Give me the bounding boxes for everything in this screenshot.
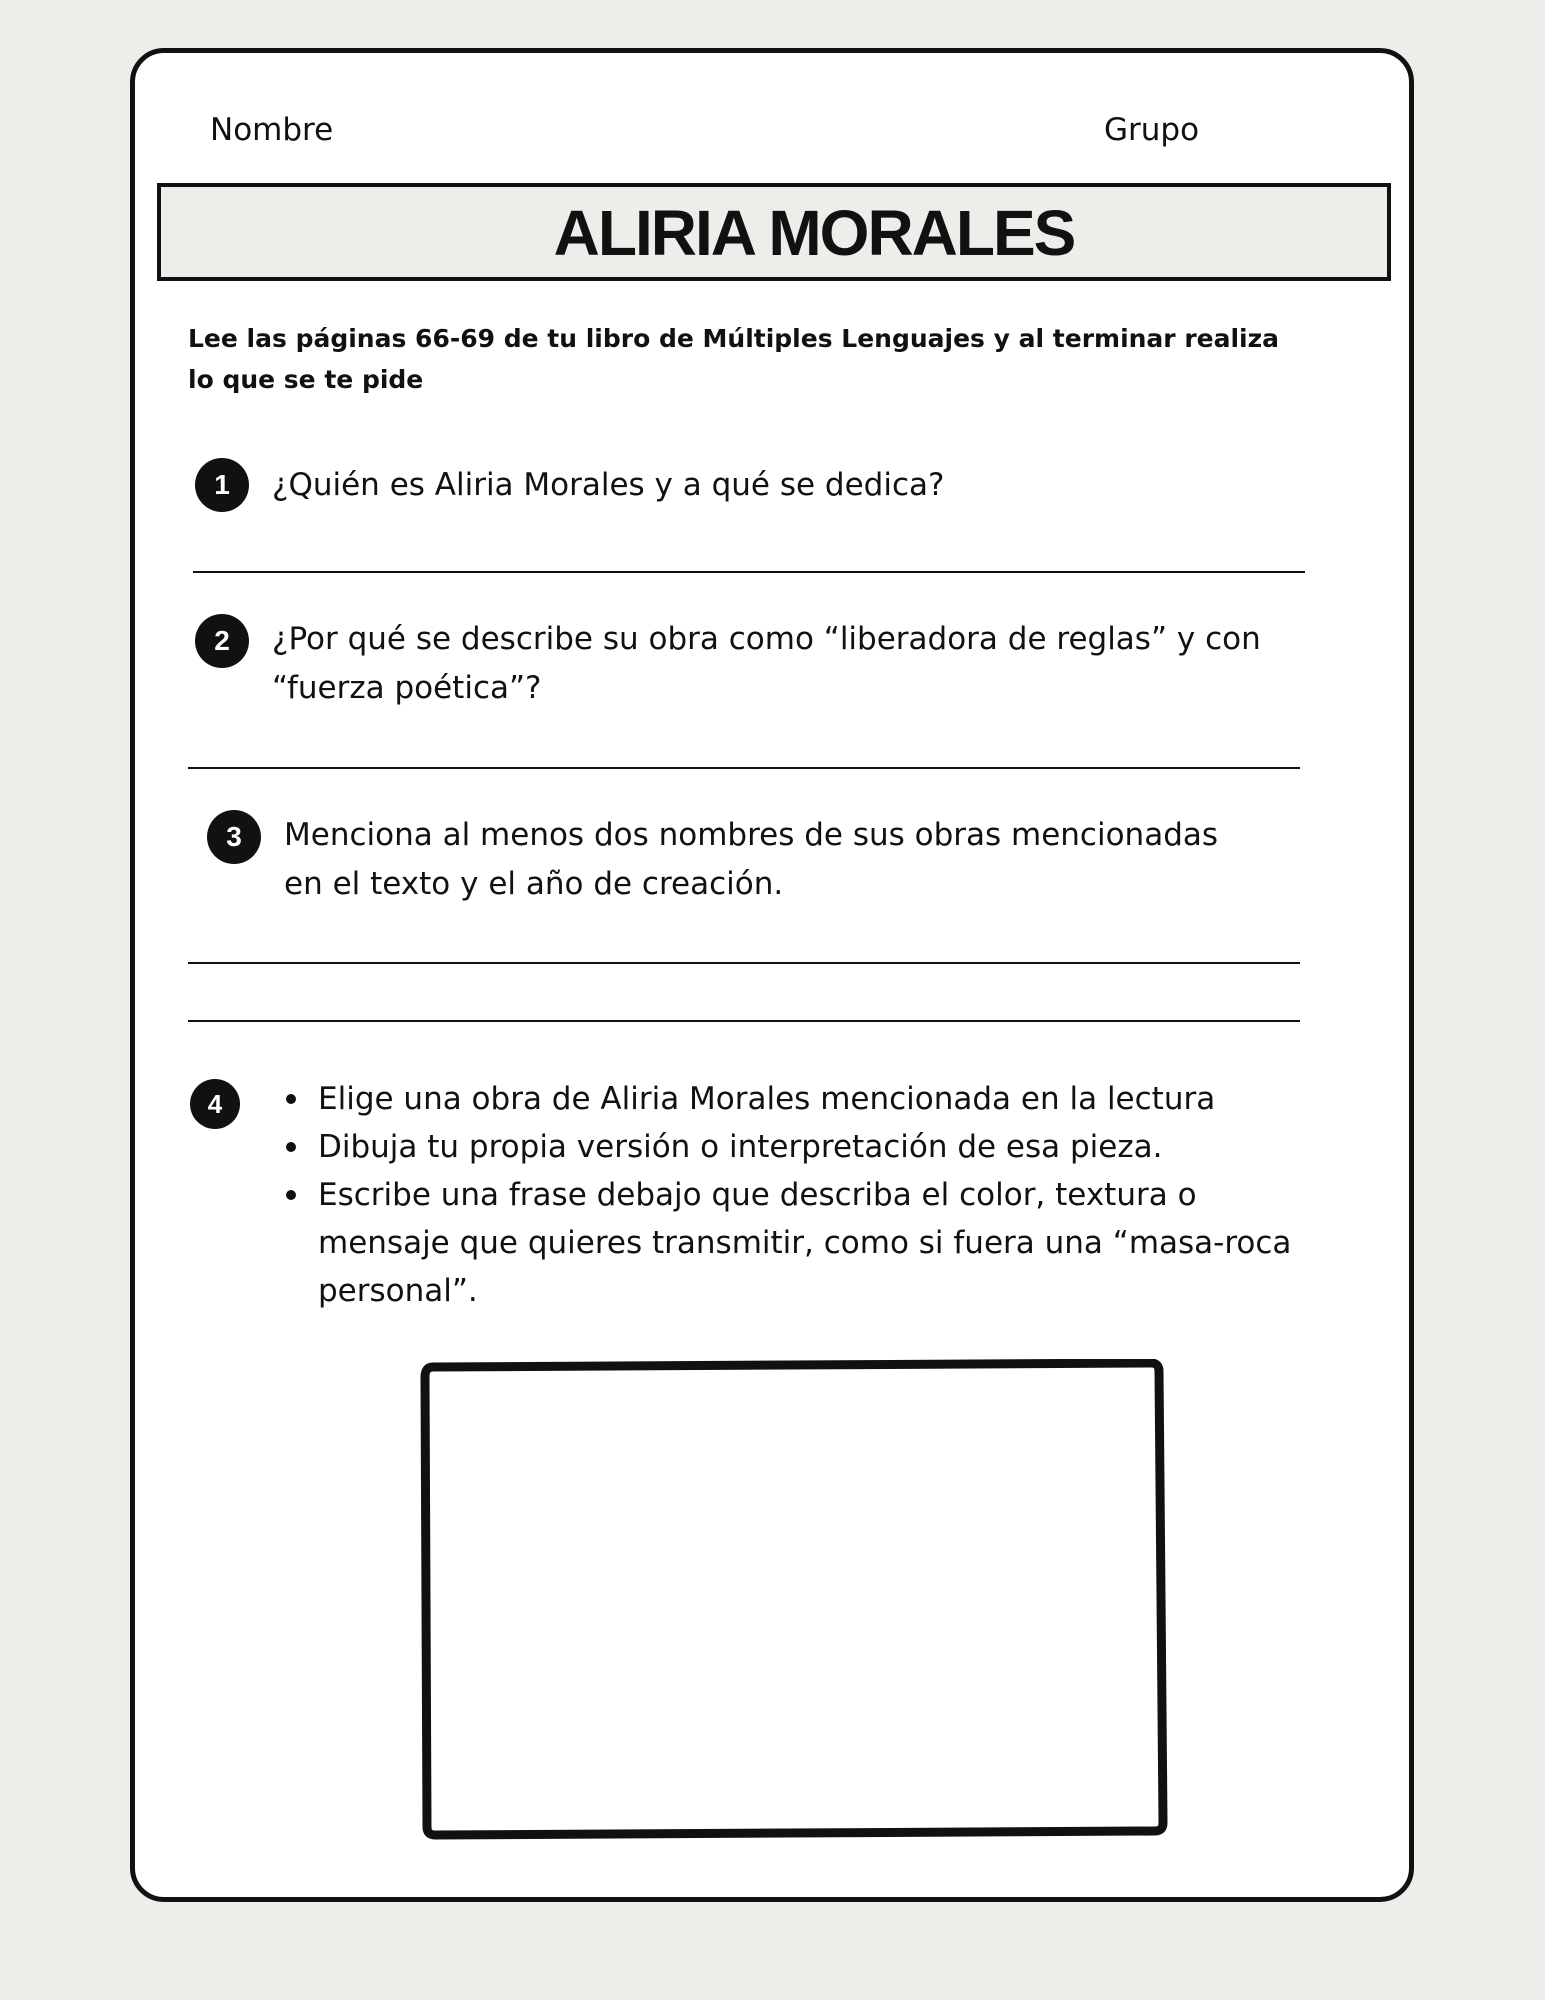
question-4-number: 4 [190,1079,240,1129]
answer-line-1[interactable] [193,571,1305,573]
question-3-number: 3 [207,810,261,864]
drawing-frame [425,1363,1163,1835]
question-2-text [272,615,1322,713]
bullet-item: Escribe una frase debajo que describa el color, textura o mensaje que quieres transmitir, como si fuera una “masa-roca personal”. [318,1171,1318,1315]
worksheet-page [130,48,1414,1902]
drawing-area[interactable] [417,1359,1171,1843]
group-label: Grupo [1104,112,1200,148]
question-4-bullets [278,1075,1318,1315]
question-2-line-2: “fuerza poética”? [272,670,542,706]
name-label: Nombre [210,112,334,148]
question-3-line-1: Menciona al menos dos nombres de sus obras mencionadas [284,817,1219,853]
page-title: ALIRIA MORALES [553,197,1075,269]
question-2-line-1: ¿Por qué se describe su obra como “liberadora de reglas” y con [272,621,1261,657]
title-banner [157,183,1391,281]
question-2-number: 2 [195,614,249,668]
question-3-line-2: en el texto y el año de creación. [284,866,784,902]
bullet-item: Dibuja tu propia versión o interpretación de esa pieza. [318,1123,1318,1171]
question-3-text [284,811,1284,909]
question-1-number: 1 [195,458,249,512]
bullet-item: Elige una obra de Aliria Morales mencionada en la lectura [318,1075,1318,1123]
answer-line-3b[interactable] [188,1020,1300,1022]
answer-line-2[interactable] [188,767,1300,769]
instructions-text: Lee las páginas 66-69 de tu libro de Múltiples Lenguajes y al terminar realiza lo que se te pide [188,324,1280,394]
answer-line-3a[interactable] [188,962,1300,964]
question-1-text: ¿Quién es Aliria Morales y a qué se dedica? [272,467,945,503]
